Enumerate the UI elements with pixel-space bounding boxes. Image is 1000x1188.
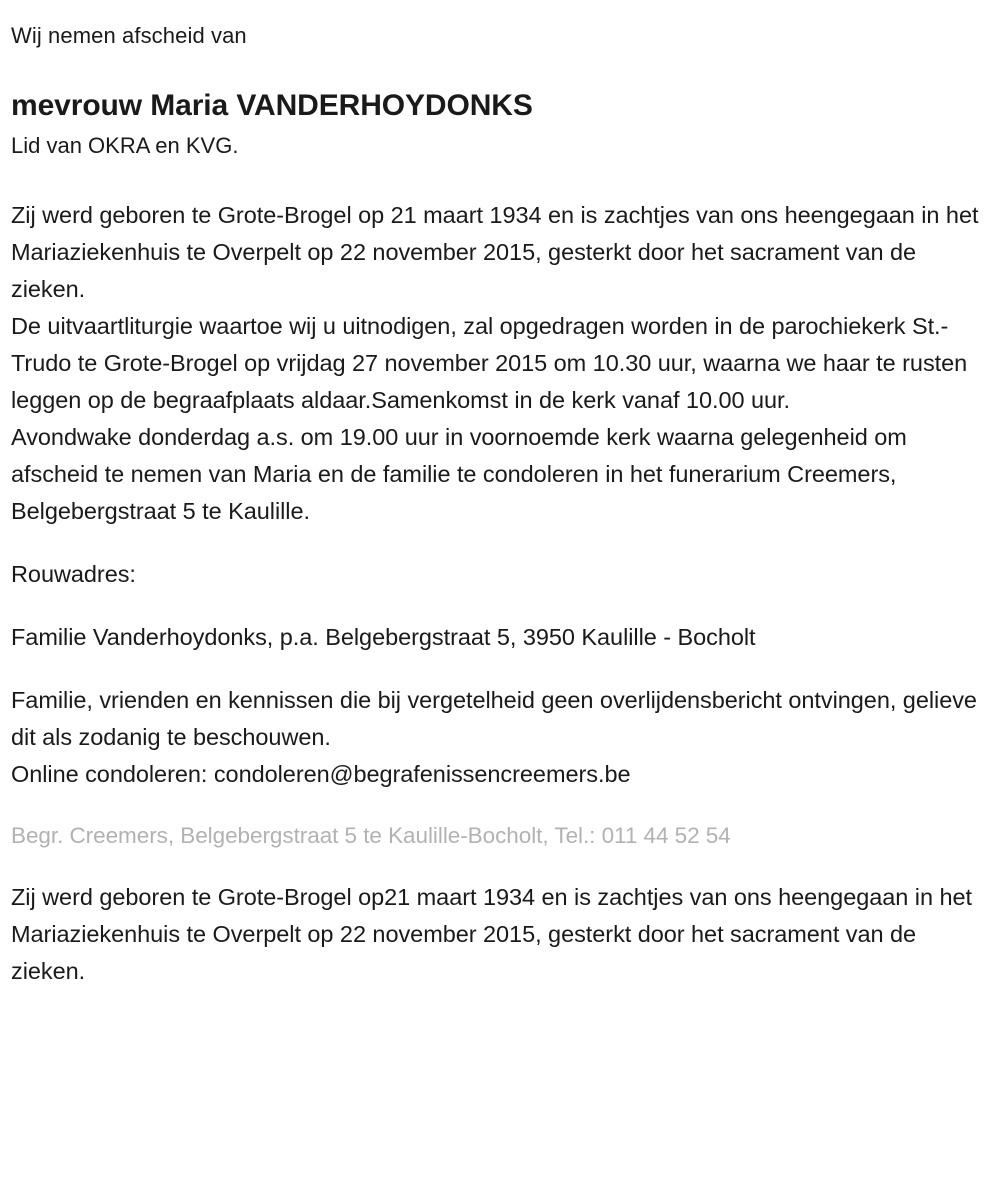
- repeated-obituary-paragraph: Zij werd geboren te Grote-Brogel op21 maart 1934 en is zachtjes van ons heengegaan in het Mariaziekenhuis te Overpelt op 22 november 2015, gesterkt door het sacrament van de zieken.: [11, 884, 972, 984]
- farewell-lede: Wij nemen afscheid van: [11, 23, 247, 48]
- membership-line: Lid van OKRA en KVG.: [11, 133, 239, 158]
- spacer: [11, 593, 990, 619]
- spacer: [11, 530, 990, 556]
- spacer: [11, 853, 990, 879]
- spacer: [11, 656, 990, 682]
- obituary-paragraph-vigil: Avondwake donderdag a.s. om 19.00 uur in voornoemde kerk waarna gelegenheid om afscheid te nemen van Maria en de familie te condoleren in het funerarium Creemers, Belgebergstraat 5 te Kaulille.: [11, 424, 907, 524]
- deceased-name: mevrouw Maria VANDERHOYDONKS: [11, 89, 533, 122]
- funeral-home-credit: Begr. Creemers, Belgebergstraat 5 te Kaulille-Bocholt, Tel.: 011 44 52 54: [11, 823, 731, 848]
- online-condolence-line: Online condoleren: condoleren@begrafenissencreemers.be: [11, 761, 631, 787]
- spacer: [11, 161, 990, 197]
- mourning-address-label: Rouwadres:: [11, 561, 136, 587]
- mourning-address-value: Familie Vanderhoydonks, p.a. Belgebergstraat 5, 3950 Kaulille - Bocholt: [11, 624, 756, 650]
- obituary-paragraph-liturgy: De uitvaartliturgie waartoe wij u uitnodigen, zal opgedragen worden in de parochiekerk St.-Trudo te Grote-Brogel op vrijdag 27 november 2015 om 10.30 uur, waarna we haar te rusten leggen op de begraafplaats aldaar.Samenkomst in de kerk vanaf 10.00 uur.: [11, 313, 968, 413]
- obituary-paragraph-birth-death: Zij werd geboren te Grote-Brogel op 21 maart 1934 en is zachtjes van ons heengegaan in het Mariaziekenhuis te Overpelt op 22 november 2015, gesterkt door het sacrament van de zieken.: [11, 202, 979, 302]
- spacer: [11, 793, 990, 819]
- notice-paragraph: Familie, vrienden en kennissen die bij vergetelheid geen overlijdensbericht ontvingen, gelieve dit als zodanig te beschouwen.: [11, 687, 977, 750]
